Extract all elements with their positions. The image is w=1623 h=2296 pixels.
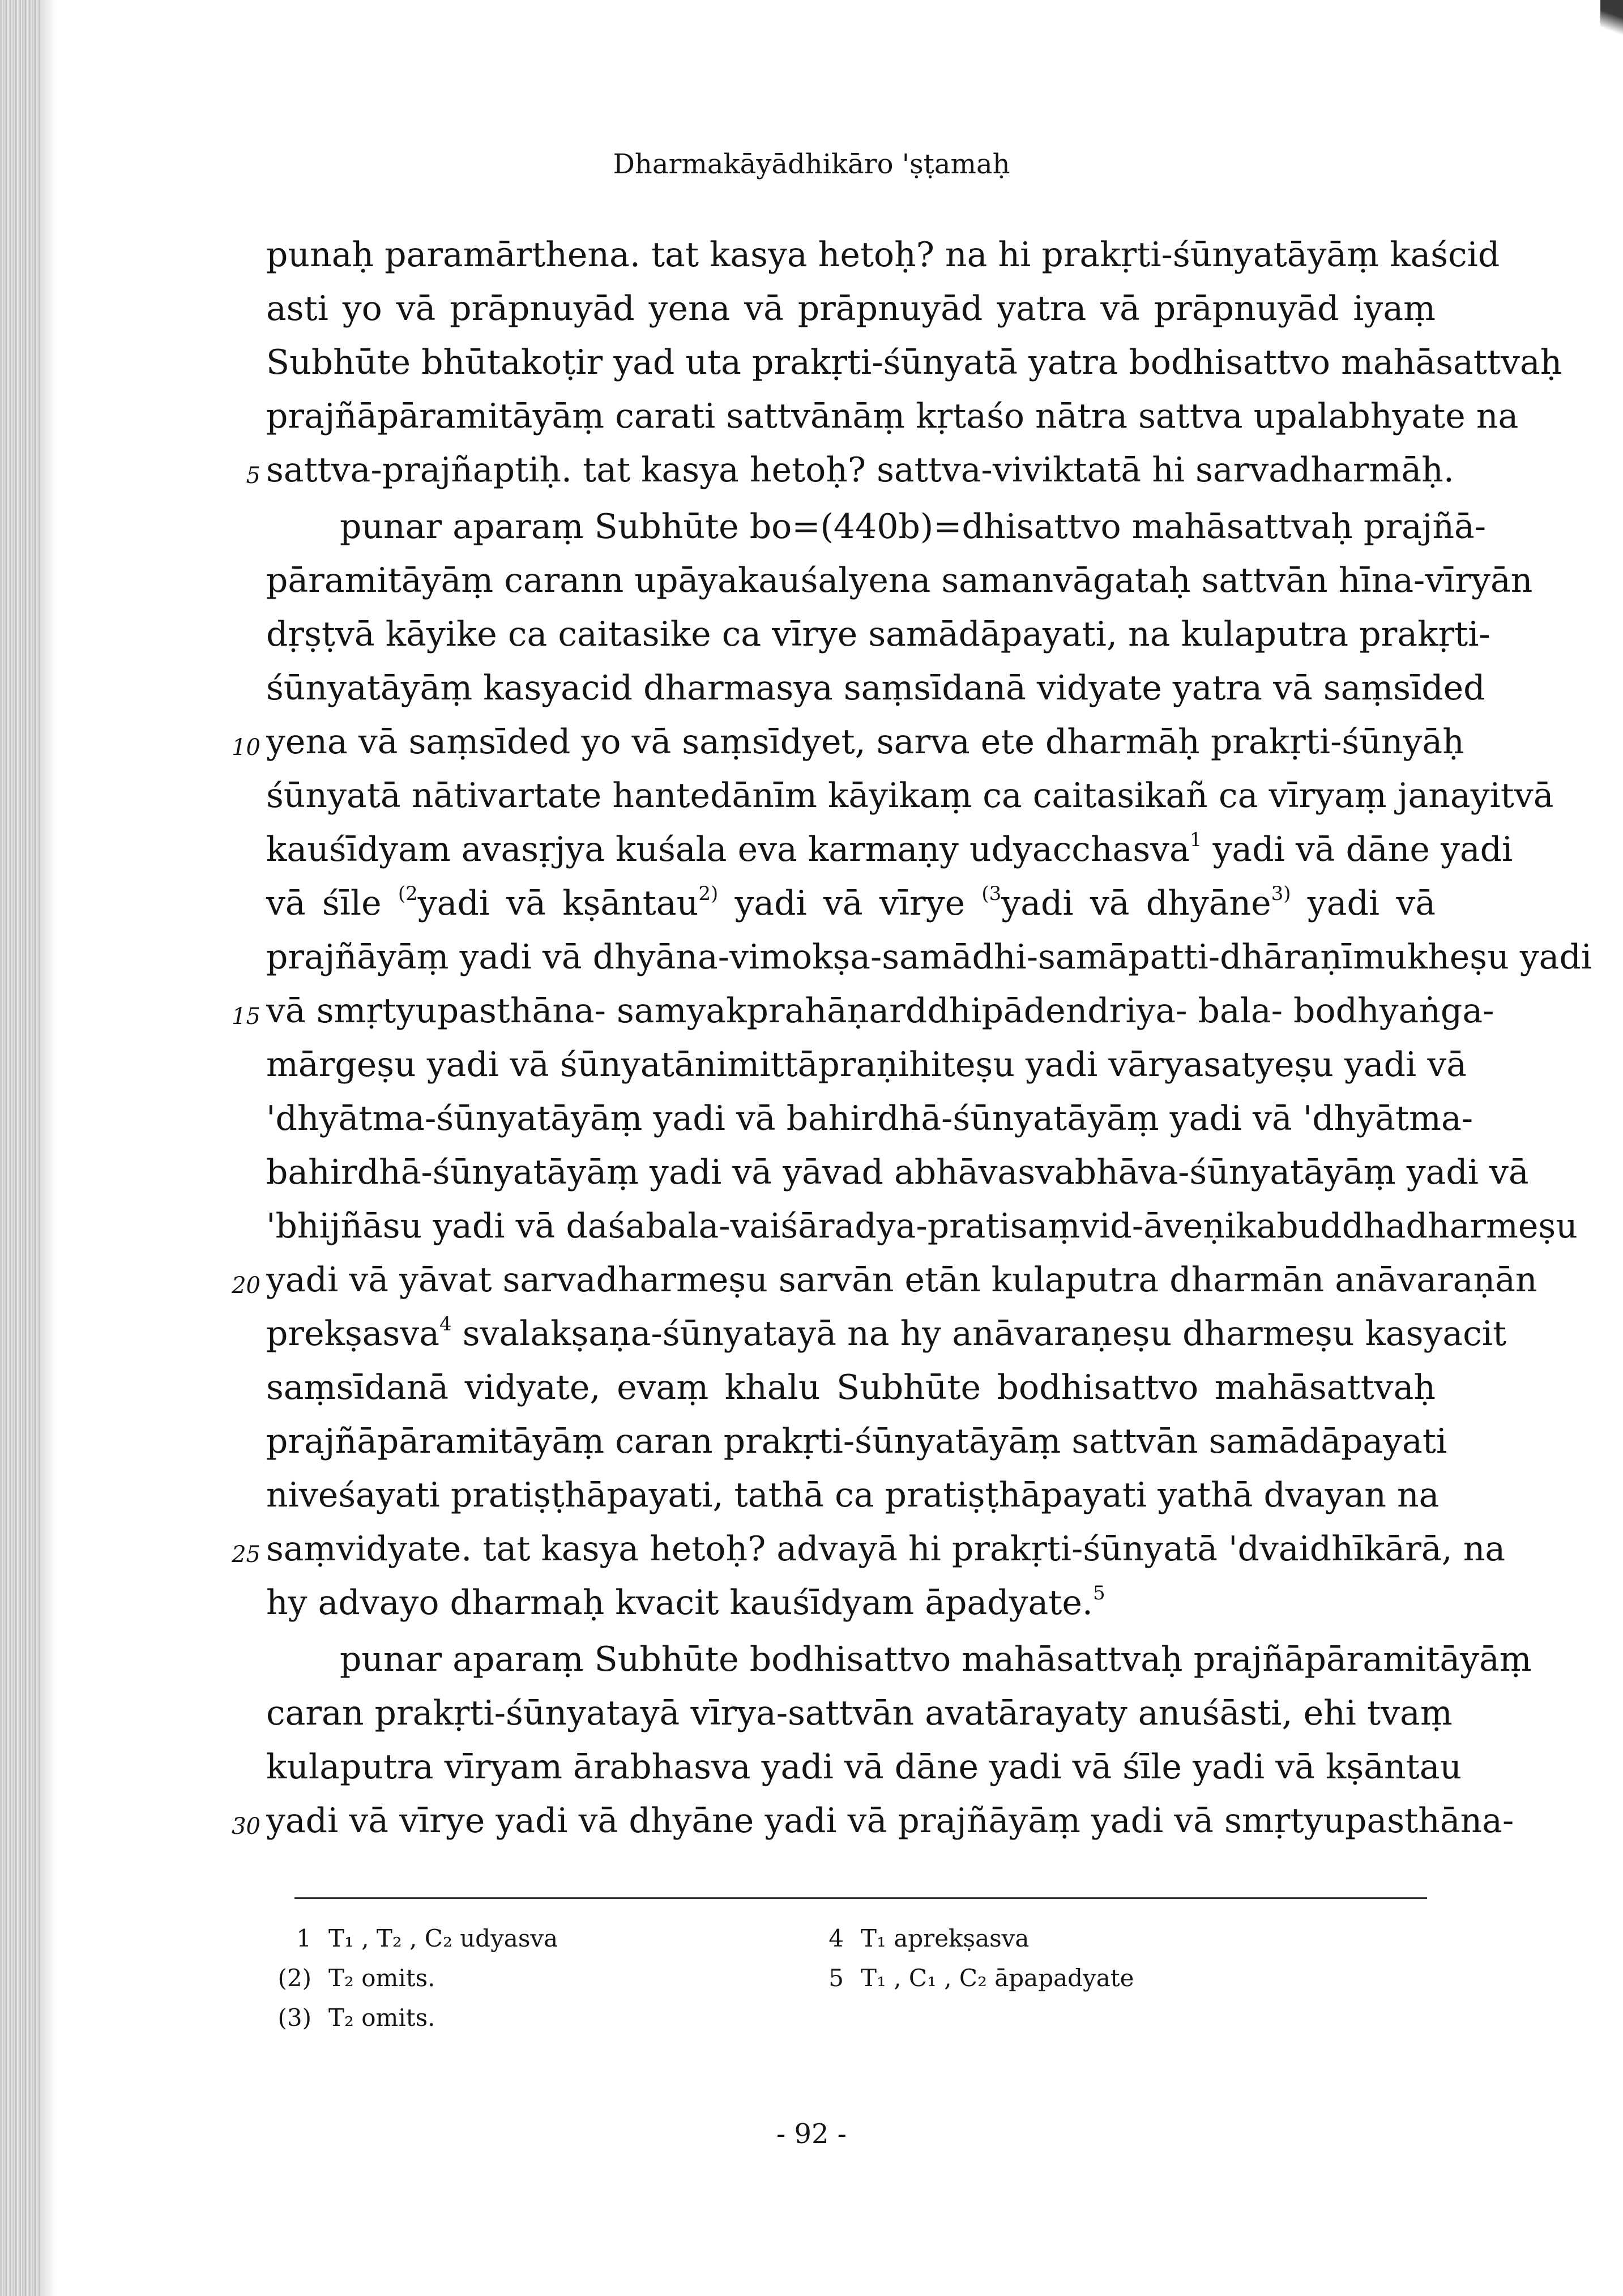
line-text: punaḥ paramārthena. tat kasya hetoḥ? na hi prakṛti-śūnyatāyāṃ kaścid [266,235,1500,275]
scan-binding-shadow [40,0,57,2296]
footnote-text: T₂ omits. [328,1964,435,1992]
text-line [266,829,1513,869]
text-run: yadi vā [1291,884,1436,923]
footnote-number: 4 [828,1924,844,1952]
text-line [266,1045,1467,1085]
text-run: yadi vā kṣāntau [417,884,699,923]
line-text [266,884,1436,923]
line-text: caran prakṛti-śūnyatayā vīrya-sattvān avatārayaty anuśāsti, ehi tvaṃ [266,1693,1453,1733]
line-text: yadi vā yāvat sarvadharmeṣu sarvān etān kulaputra dharmān anāvaraṇān [266,1260,1537,1300]
text-line [266,1099,1473,1138]
line-text: prajñāpāramitāyāṃ caran prakṛti-śūnyatāyāṃ sattvān samādāpayati [266,1422,1447,1461]
footnote-ref: (3 [981,882,1002,905]
text-line [266,1747,1462,1787]
footnote-number: (2) [277,1964,311,1992]
text-line [266,937,1592,977]
line-text: saṃvidyate. tat kasya hetoḥ? advayā hi prakṛti-śūnyatā 'dvaidhīkārā, na [266,1529,1506,1569]
text-run: vā śīle [266,884,398,923]
text-line [266,1368,1436,1407]
line-text: prajñāyāṃ yadi vā dhyāna-vimokṣa-samādhi-samāpatti-dhāraṇīmukheṣu yadi [266,937,1592,977]
footnote-ref: 4 [439,1313,452,1335]
text-line [266,450,1454,490]
text-line [266,1582,1436,1623]
text-run: kauśīdyam avasṛjya kuśala eva karmaṇy udyacchasva [266,830,1190,869]
line-number: 25 [232,1542,260,1568]
text-run: svalakṣaṇa-śūnyatayā na hy anāvaraṇeṣu dharmeṣu kasyacit [451,1314,1507,1354]
footnote-ref: 1 [1189,829,1202,851]
footnote [249,1965,435,1991]
line-text: śūnyatā nātivartate hantedānīm kāyikaṃ ca caitasikañ ca vīryaṃ janayitvā [266,776,1554,816]
text-line [266,668,1485,708]
footnote-number: 1 [296,1924,311,1952]
footnote [249,1926,558,1952]
footnote-text: T₁ aprekṣasva [861,1924,1030,1952]
footnote-text: T₁ , T₂ , C₂ udyasva [328,1924,558,1952]
line-text [266,1314,1506,1354]
footnote-text: T₂ omits. [328,2004,435,2032]
line-text: yadi vā vīrye yadi vā dhyāne yadi vā prajñāyāṃ yadi vā smṛtyupasthāna- [266,1801,1514,1841]
footnote-number: 5 [828,1964,844,1992]
text-run: yadi vā dāne yadi [1202,830,1513,869]
text-run: yadi vā vīrye [718,884,982,923]
footnote-ref: 5 [1092,1582,1105,1604]
text-line [266,1313,1507,1354]
line-text: Subhūte bhūtakoṭir yad uta prakṛti-śūnyatā yatra bodhisattvo mahāsattvaḥ [266,343,1562,382]
line-text: 'bhijñāsu yadi vā daśabala-vaiśāradya-pratisaṃvid-āveṇikabuddhadharmeṣu [266,1206,1578,1246]
line-text: punar aparaṃ Subhūte bodhisattvo mahāsattvaḥ prajñāpāramitāyāṃ [340,1640,1532,1679]
text-line [266,722,1464,762]
line-number: 30 [232,1813,260,1840]
text-line [266,561,1533,600]
footnote [781,1926,1029,1952]
footnote-rule [294,1897,1427,1899]
line-text: dṛṣṭvā kāyike ca caitasike ca vīrye samādāpayati, na kulaputra prakṛti- [266,614,1490,654]
line-text [266,1583,1105,1623]
line-text: niveśayati pratiṣṭhāpayati, tathā ca pratiṣṭhāpayati yathā dvayan na [266,1475,1440,1515]
running-head: Dharmakāyādhikāro 'ṣṭamaḥ [613,148,1010,180]
text-run: prekṣasva [266,1314,439,1354]
line-text: śūnyatāyāṃ kasyacid dharmasya saṃsīdanā vidyate yatra vā saṃsīded [266,668,1485,708]
text-run: yadi vā dhyāne [1001,884,1271,923]
text-line [340,507,1487,547]
text-line [266,343,1562,382]
text-line [266,289,1436,328]
text-line [266,235,1500,275]
line-number: 5 [246,463,260,489]
text-line [266,1475,1440,1515]
line-text: vā smṛtyupasthāna- samyakprahāṇarddhipādendriya- bala- bodhyaṅga- [266,991,1494,1031]
text-line [266,991,1494,1031]
text-line [266,1153,1529,1192]
line-text: 'dhyātma-śūnyatāyāṃ yadi vā bahirdhā-śūnyatāyāṃ yadi vā 'dhyātma- [266,1099,1473,1138]
line-text: pāramitāyāṃ carann upāyakauśalyena samanvāgataḥ sattvān hīna-vīryān [266,561,1533,600]
text-line [266,1260,1537,1300]
line-text [266,830,1513,869]
line-text: mārgeṣu yadi vā śūnyatānimittāpraṇihiteṣu yadi vāryasatyeṣu yadi vā [266,1045,1467,1085]
footnote-ref: 3) [1271,882,1291,905]
line-text: asti yo vā prāpnuyād yena vā prāpnuyād yatra vā prāpnuyād iyaṃ [266,289,1436,328]
line-text: sattva-prajñaptiḥ. tat kasya hetoḥ? sattva-viviktatā hi sarvadharmāḥ. [266,450,1454,490]
page-number: - 92 - [776,2118,847,2150]
line-number: 10 [232,735,260,761]
text-line [266,1801,1514,1841]
text-run: hy advayo dharmaḥ kvacit kauśīdyam āpadyate. [266,1583,1093,1623]
text-line [266,614,1490,654]
text-line [266,1206,1578,1246]
footnote [781,1965,1134,1991]
text-line [266,1422,1447,1461]
line-text: prajñāpāramitāyāṃ carati sattvānāṃ kṛtaśo nātra sattva upalabhyate na [266,396,1519,436]
line-text: kulaputra vīryam ārabhasva yadi vā dāne yadi vā śīle yadi vā kṣāntau [266,1747,1462,1787]
line-text: punar aparaṃ Subhūte bo=(440b)=dhisattvo mahāsattvaḥ prajñā- [340,507,1487,547]
line-number: 15 [232,1004,260,1030]
text-line [266,1693,1453,1733]
line-text: saṃsīdanā vidyate, evaṃ khalu Subhūte bodhisattvo mahāsattvaḥ [266,1368,1436,1407]
footnote-ref: 2) [698,882,719,905]
footnote [249,2005,435,2031]
text-line [266,882,1436,923]
line-text: yena vā saṃsīded yo vā saṃsīdyet, sarva ete dharmāḥ prakṛti-śūnyāḥ [266,722,1464,762]
footnote-ref: (2 [398,882,418,905]
scan-corner-mark [1600,0,1623,51]
footnote-text: T₁ , C₁ , C₂ āpapadyate [861,1964,1134,1992]
scan-binding-edge [0,0,40,2296]
line-text: bahirdhā-śūnyatāyāṃ yadi vā yāvad abhāvasvabhāva-śūnyatāyāṃ yadi vā [266,1153,1529,1192]
text-line [266,396,1519,436]
text-line [266,1529,1506,1569]
footnote-number: (3) [277,2004,311,2032]
text-line [340,1640,1532,1679]
line-number: 20 [232,1273,260,1299]
text-line [266,776,1554,816]
